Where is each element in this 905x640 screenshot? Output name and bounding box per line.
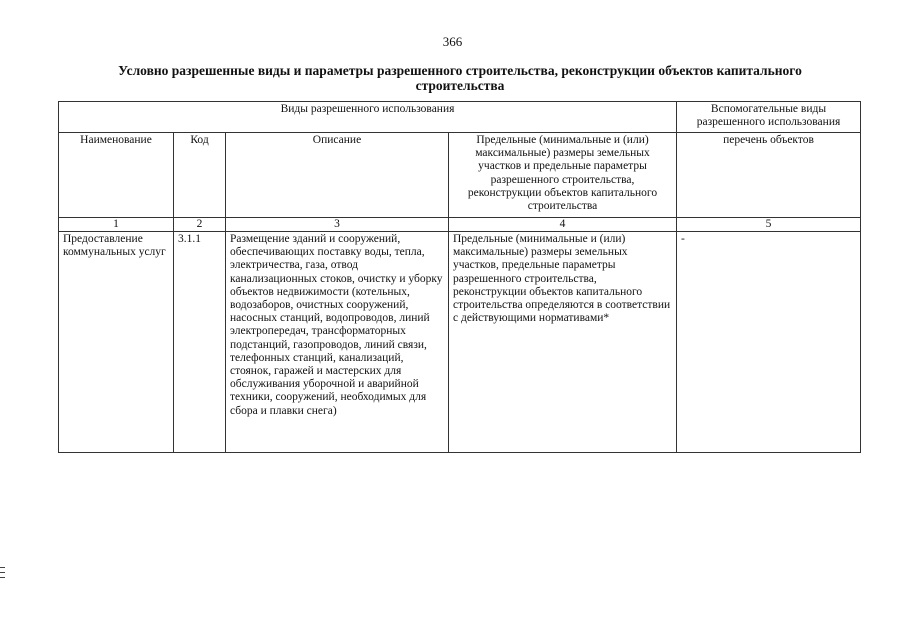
- column-number: 1: [59, 218, 174, 232]
- column-header-limits: Предельные (минимальные и (или) максимальные) размеры земельных участков и предельные параметры разрешенного строительства, реконструкции объектов капитального строительства: [449, 133, 677, 218]
- column-header-aux-list: перечень объектов: [677, 133, 861, 218]
- column-header-code: Код: [174, 133, 226, 218]
- margin-marks: [0, 567, 5, 582]
- table-row: [59, 232, 861, 453]
- column-header-name: Наименование: [59, 133, 174, 218]
- cell-limits: Предельные (минимальные и (или) максимальные) размеры земельных участков, предельные параметры разрешенного строительства, реконструкции объектов капитального строительства определяются в соответствии с действующими нормативами*: [449, 232, 677, 453]
- column-header-description: Описание: [226, 133, 449, 218]
- column-number: 4: [449, 218, 677, 232]
- column-number: 5: [677, 218, 861, 232]
- document-title: Условно разрешенные виды и параметры разрешенного строительства, реконструкции объектов капитального строительства: [118, 63, 802, 93]
- column-number: 2: [174, 218, 226, 232]
- group-header-main: Виды разрешенного использования: [59, 102, 677, 133]
- column-number: 3: [226, 218, 449, 232]
- cell-aux: -: [677, 232, 861, 453]
- cell-description: Размещение зданий и сооружений, обеспечивающих поставку воды, тепла, электричества, газа, отвод канализационных стоков, очистку и уборку объектов недвижимости (котельных, водозаборов, очистных сооружений, насосных станций, водопроводов, линий электропередач, трансформаторных подстанций, газопроводов, линий связи, телефонных станций, канализаций, стоянок, гаражей и мастерских для обслуживания уборочной и аварийной техники, сооружений, необходимых для сбора и плавки снега): [226, 232, 449, 453]
- cell-code: 3.1.1: [174, 232, 226, 453]
- group-header-aux: Вспомогательные виды разрешенного использования: [677, 102, 861, 133]
- page-number: 366: [442, 34, 463, 49]
- permitted-use-table: [58, 101, 861, 453]
- cell-name: Предоставление коммунальных услуг: [59, 232, 174, 453]
